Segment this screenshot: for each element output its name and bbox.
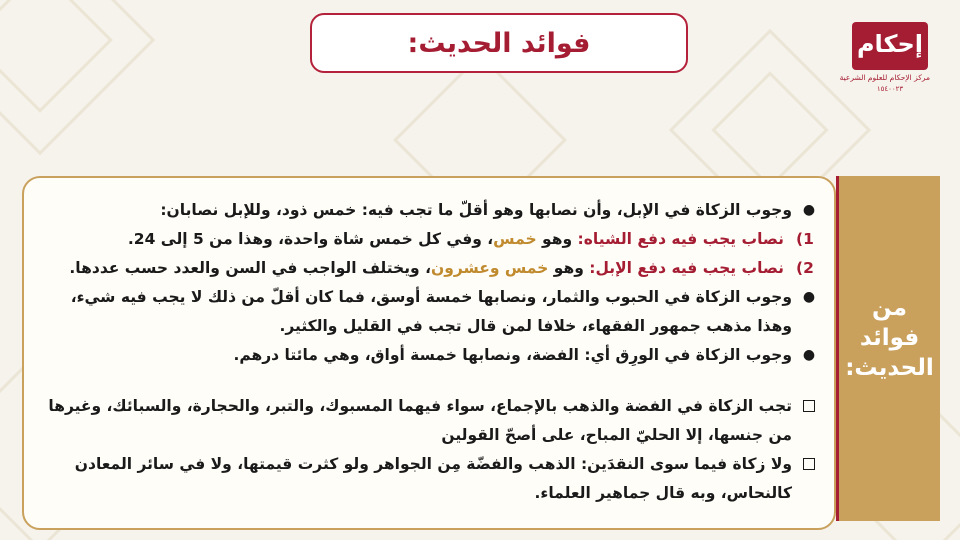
- item-number: 2): [796, 259, 814, 277]
- bullet-item-silver: [38, 341, 818, 370]
- bullet-icon: ●: [802, 347, 816, 363]
- checkbox-square-icon: [803, 458, 815, 470]
- item-number: 1): [796, 230, 814, 248]
- side-label-line-1: من فوائد: [859, 294, 920, 351]
- item-mid: وهو: [536, 230, 578, 248]
- item-heading: نصاب يجب فيه دفع الشياه:: [577, 230, 784, 248]
- item-highlight: خمس وعشرون: [430, 259, 549, 277]
- bullet-item-grains: [38, 283, 818, 341]
- logo-subtitle: مركز الإحكام للعلوم الشرعية: [839, 73, 930, 82]
- square-item-text: تجب الزكاة في الفضة والذهب بالإجماع، سواء فيهما المسبوك، والتبر، والحجارة، والسبائك، وغيرها من جنسها، إلا الحليّ المباح، على أصحّ القولين: [48, 397, 792, 444]
- bullet-icon: ●: [802, 289, 816, 305]
- item-heading: نصاب يجب فيه دفع الإبل:: [589, 259, 784, 277]
- item-tail: ، ويختلف الواجب في السن والعدد حسب عددها.: [69, 259, 431, 277]
- page-title: فوائد الحديث:: [407, 27, 591, 59]
- title-banner: [310, 13, 688, 73]
- item-mid: وهو: [548, 259, 590, 277]
- item-tail: ، وفي كل خمس شاة واحدة، وهذا من 5 إلى 24.: [127, 230, 494, 248]
- logo-name: إحكام: [856, 30, 924, 58]
- content-panel: [22, 176, 836, 530]
- item-highlight: خمس: [493, 230, 537, 248]
- logo: [839, 20, 930, 100]
- numbered-item-1: [38, 225, 818, 254]
- bullet-text: وجوب الزكاة في الإبل، وأن نصابها وهو أقلّ ما تجب فيه: خمس ذود، وللإبل نصابان:: [160, 201, 792, 219]
- side-label-line-2: الحديث:: [845, 354, 934, 381]
- bullet-icon: ●: [802, 202, 816, 218]
- square-item-gold-silver: [38, 392, 818, 450]
- checkbox-square-icon: [803, 400, 815, 412]
- section-side-label: [836, 176, 940, 521]
- bullet-item-camels: [38, 196, 818, 225]
- numbered-item-2: [38, 254, 818, 283]
- bullet-text: وجوب الزكاة في الحبوب والثمار، ونصابها خمسة أوسق، فما كان أقلّ من ذلك لا يجب فيه شيء، وهذا مذهب جمهور الفقهاء، خلافا لمن قال تجب في القليل والكثير.: [70, 288, 792, 335]
- square-item-text: ولا زكاة فيما سوى النقدَين: الذهب والفضّة مِن الجواهر ولو كثرت قيمتها، ولا في سائر المعادن كالنحاس، وبه قال جماهير العلماء.: [74, 455, 792, 502]
- square-item-other-metals: [38, 450, 818, 508]
- logo-id-line: ١٥٤٠٠٢٣: [876, 85, 904, 93]
- bullet-text: وجوب الزكاة في الورِق أي: الفضة، ونصابها خمسة أواق، وهي مائتا درهم.: [233, 346, 792, 364]
